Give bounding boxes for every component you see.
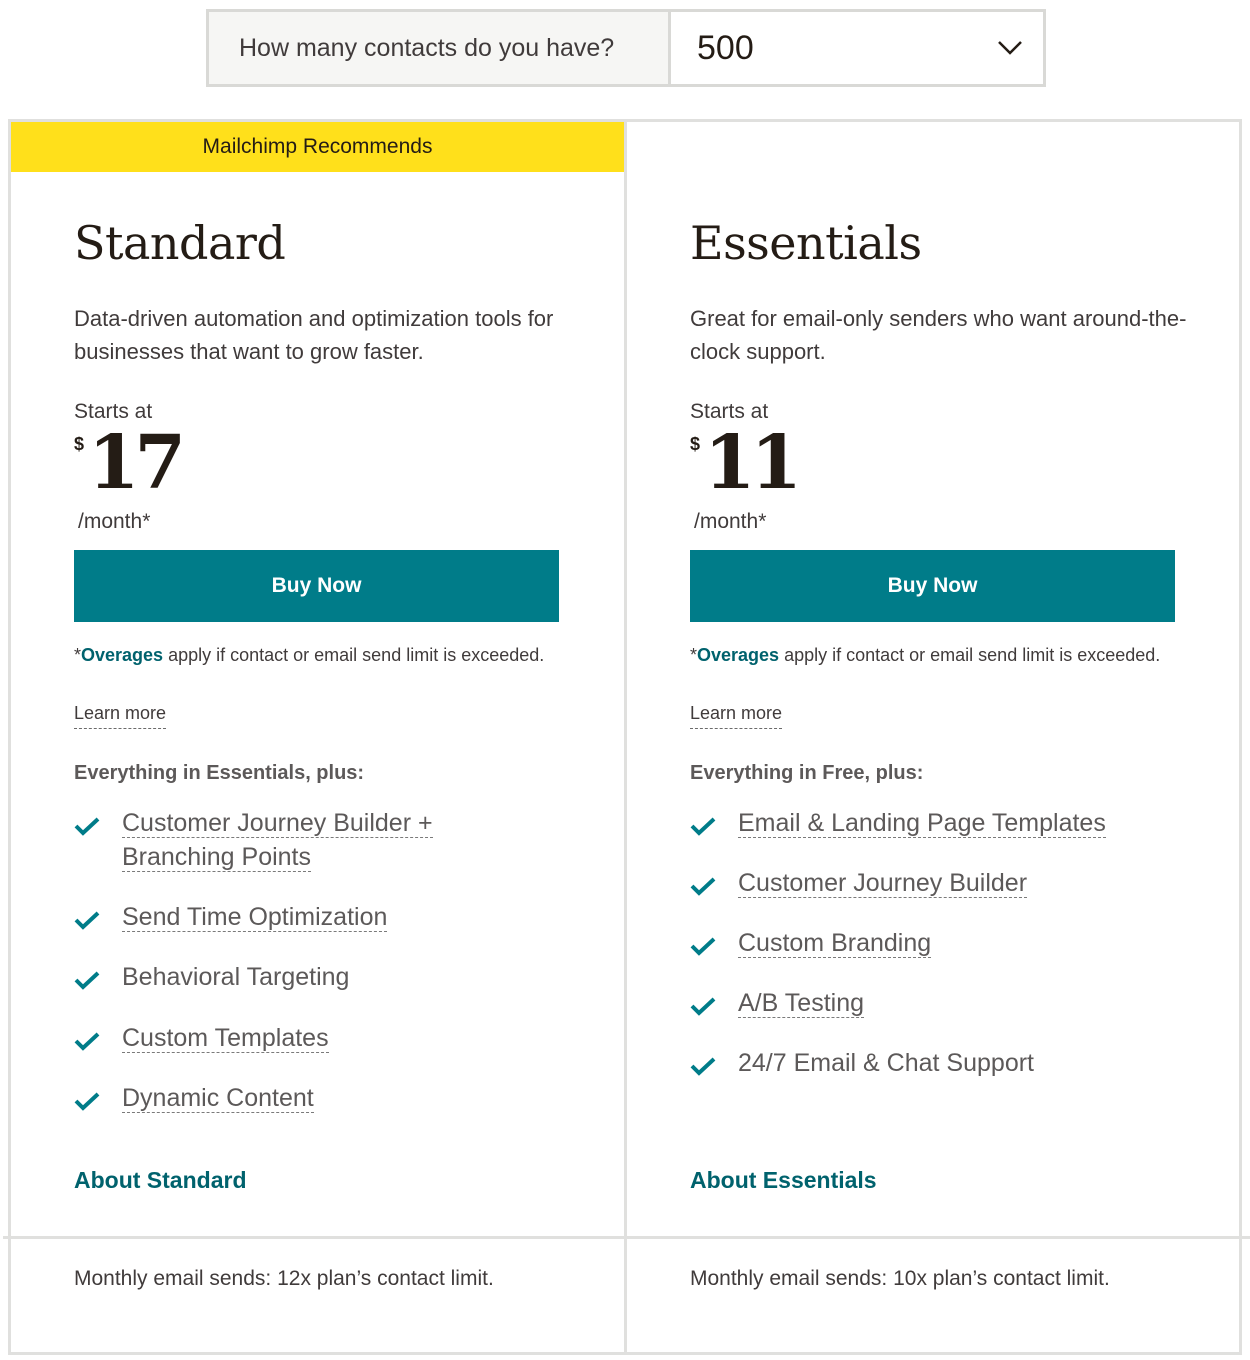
list-item: [690, 806, 1210, 840]
learn-more-link[interactable]: Learn more: [74, 699, 166, 729]
checkmark-icon: [74, 1031, 100, 1051]
plan-card-standard: [11, 122, 624, 1236]
checkmark-icon: [74, 970, 100, 990]
overages-link[interactable]: Overages: [81, 645, 164, 665]
checkmark-icon: [74, 910, 100, 930]
checkmark-icon: [74, 816, 100, 836]
contact-selector-label: How many contacts do you have?: [209, 12, 671, 84]
currency-symbol: $: [690, 434, 701, 454]
checkmark-icon: [690, 1056, 716, 1076]
monthly-sends-standard: Monthly email sends: 12x plan’s contact limit.: [74, 1267, 494, 1290]
chevron-down-icon: [997, 40, 1023, 56]
feature-link[interactable]: [122, 806, 433, 874]
about-plan-link[interactable]: About Essentials: [690, 1167, 877, 1193]
list-item: [74, 1081, 594, 1115]
overage-prefix: *: [690, 645, 698, 665]
feature-link[interactable]: [738, 926, 931, 960]
overage-note: [690, 641, 1170, 670]
contact-count-dropdown[interactable]: [671, 12, 1043, 84]
feature-label: Customer Journey Builder: [738, 869, 1028, 897]
feature-label: 24/7 Email & Chat Support: [738, 1049, 1034, 1077]
overages-link[interactable]: Overages: [697, 645, 780, 665]
per-month-label: /month*: [694, 510, 767, 533]
currency-symbol: $: [74, 434, 85, 454]
checkmark-icon: [74, 1091, 100, 1111]
buy-now-button[interactable]: Buy Now: [74, 550, 559, 622]
checkmark-icon: [690, 996, 716, 1016]
list-item: [690, 926, 1210, 960]
list-item: [74, 1021, 594, 1055]
plan-title: Essentials: [690, 216, 922, 270]
monthly-sends-essentials: Monthly email sends: 10x plan’s contact limit.: [690, 1267, 1110, 1290]
feature-link[interactable]: [122, 1021, 329, 1055]
feature-label: Dynamic Content: [122, 1084, 314, 1112]
buy-now-button[interactable]: Buy Now: [690, 550, 1175, 622]
feature-label: A/B Testing: [738, 989, 865, 1017]
feature-label: Email & Landing Page Templates: [738, 809, 1106, 837]
overage-text: apply if contact or email send limit is exceeded.: [779, 645, 1161, 665]
about-plan-link[interactable]: About Standard: [74, 1167, 247, 1193]
plan-card-essentials: [627, 122, 1240, 1236]
list-item: [74, 900, 594, 934]
feature-link[interactable]: [738, 986, 864, 1020]
starts-at-label: Starts at: [690, 400, 769, 423]
plan-description: Data-driven automation and optimization tools for businesses that want to grow faster.: [74, 306, 554, 364]
everything-in-label: Everything in Essentials, plus:: [74, 762, 365, 784]
row-divider: [3, 1236, 1250, 1239]
everything-in-label: Everything in Free, plus:: [690, 762, 924, 784]
plan-title: Standard: [74, 216, 286, 270]
per-month-label: /month*: [78, 510, 151, 533]
feature-label-line1: Customer Journey Builder +: [122, 809, 433, 837]
checkmark-icon: [690, 936, 716, 956]
overage-note: [74, 641, 554, 670]
plan-price: 17: [88, 420, 181, 506]
overage-prefix: *: [74, 645, 82, 665]
list-item: [74, 960, 594, 994]
learn-more-link[interactable]: Learn more: [690, 699, 782, 729]
list-item: [690, 986, 1210, 1020]
plan-price: 11: [704, 420, 797, 506]
checkmark-icon: [690, 876, 716, 896]
contact-selector: [206, 9, 1046, 87]
feature-link[interactable]: [122, 900, 387, 934]
plan-description: Great for email-only senders who want around-the-clock support.: [690, 306, 1187, 364]
overage-text: apply if contact or email send limit is exceeded.: [163, 645, 545, 665]
feature-link[interactable]: [738, 866, 1027, 900]
list-item: [74, 806, 594, 874]
plan-grid: [8, 119, 1242, 1355]
list-item: [690, 866, 1210, 900]
feature-link[interactable]: [738, 806, 1106, 840]
starts-at-label: Starts at: [74, 400, 153, 423]
list-item: [690, 1046, 1210, 1080]
contact-count-value: 500: [697, 28, 754, 67]
feature-label-line2: Branching Points: [122, 843, 312, 871]
feature-label: Behavioral Targeting: [122, 963, 350, 991]
feature-label: Send Time Optimization: [122, 903, 388, 931]
feature-label: Custom Branding: [738, 929, 932, 957]
checkmark-icon: [690, 816, 716, 836]
feature-link[interactable]: [122, 1081, 314, 1115]
feature-label: Custom Templates: [122, 1024, 329, 1052]
recommend-badge: Mailchimp Recommends: [11, 122, 624, 172]
